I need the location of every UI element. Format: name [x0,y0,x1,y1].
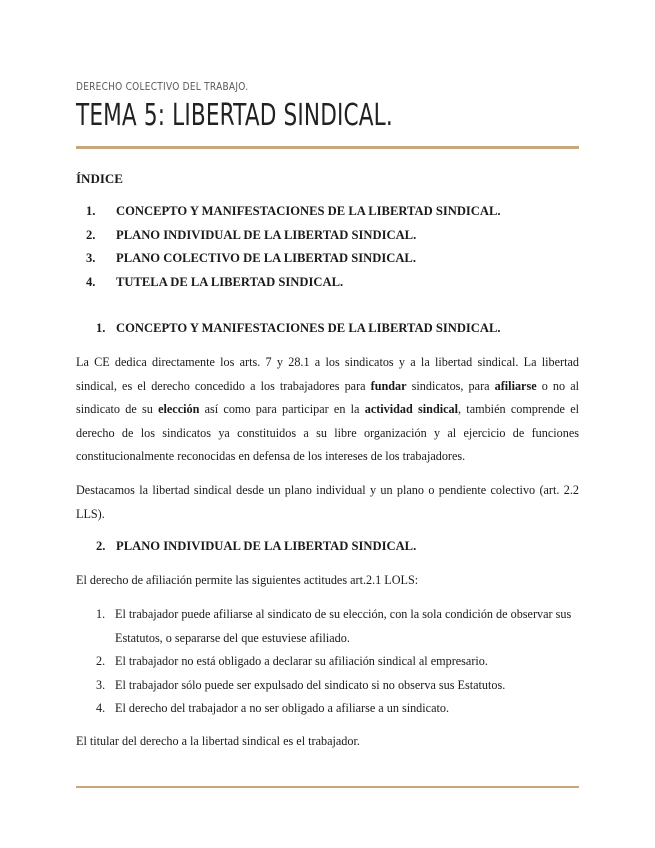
section-2-title: PLANO INDIVIDUAL DE LA LIBERTAD SINDICAL. [116,539,417,553]
section-2-closing: El titular del derecho a la libertad sindical es el trabajador. [76,734,360,748]
index-heading: ÍNDICE [76,171,123,186]
footer-divider [76,786,579,788]
list-item [96,603,579,650]
list-item-number: 1. [96,607,106,621]
list-item [96,674,579,698]
list-item [96,697,579,721]
index-list [86,204,501,298]
title-divider [76,146,579,149]
text-run: , también comprende el derecho de los sindicatos ya constituidos a su libre organización y al ejercicio de funciones constitucionalmente reconocidas en defensa de los intereses de los trabajadores. [76,402,580,463]
index-item-label: PLANO INDIVIDUAL DE LA LIBERTAD SINDICAL. [116,227,417,242]
index-item [86,204,501,228]
list-item-number: 3. [96,677,106,692]
index-item-label: TUTELA DE LA LIBERTAD SINDICAL. [116,274,344,289]
text-run: La CE dedica directamente los arts. 7 y 28.1 a los sindicatos y a la libertad sindical. La libertad sindical, es el derecho concedido a los trabajadores para [76,355,579,393]
text-run: así como para participar en la [199,402,365,416]
list-item-text: El trabajador puede afiliarse al sindicato de su elección, con la sola condición de observar sus Estatutos, o separarse del que estuviese afiliado. [115,607,572,645]
section-1-title: CONCEPTO Y MANIFESTACIONES DE LA LIBERTAD SINDICAL. [116,321,501,335]
section-1-paragraph-1 [76,351,579,469]
index-item-label: PLANO COLECTIVO DE LA LIBERTAD SINDICAL. [116,251,416,265]
index-item-number: 1. [86,204,96,218]
bold-term: actividad sindical [364,402,459,416]
course-kicker: DERECHO COLECTIVO DEL TRABAJO. [76,80,249,93]
list-item-number: 2. [96,654,106,668]
section-1-heading [96,321,501,336]
index-item-number: 4. [86,274,96,289]
bold-term: afiliarse [494,378,537,393]
index-item-label: CONCEPTO Y MANIFESTACIONES DE LA LIBERTAD SINDICAL. [116,204,501,218]
list-item [96,650,579,674]
list-item-text: El trabajador no está obligado a declarar su afiliación sindical al empresario. [115,654,488,668]
list-item-number: 4. [96,701,106,715]
list-item-text: El trabajador sólo puede ser expulsado del sindicato si no observa sus Estatutos. [115,677,506,692]
text-run: o no al sindicato de su [76,378,579,416]
index-item-number: 3. [86,251,96,265]
index-item-number: 2. [86,227,96,242]
list-item-text: El derecho del trabajador a no ser obligado a afiliarse a un sindicato. [115,701,450,715]
bold-term: elección [158,402,200,416]
page-title: TEMA 5: LIBERTAD SINDICAL. [76,98,393,133]
section-2-number: 2. [96,539,106,553]
section-1-paragraph-2: Destacamos la libertad sindical desde un plano individual y un plano o pendiente colectivo (art. 2.2 LLS). [76,483,579,521]
index-item [86,275,501,299]
section-1-number: 1. [96,321,106,335]
section-2-intro: El derecho de afiliación permite las siguientes actitudes art.2.1 LOLS: [76,573,419,587]
text-run: sindicatos, para [406,378,495,393]
affiliation-rights-list [96,603,579,721]
bold-term: fundar [370,378,407,393]
index-item [86,251,501,275]
section-2-heading [96,539,416,554]
index-item [86,228,501,252]
